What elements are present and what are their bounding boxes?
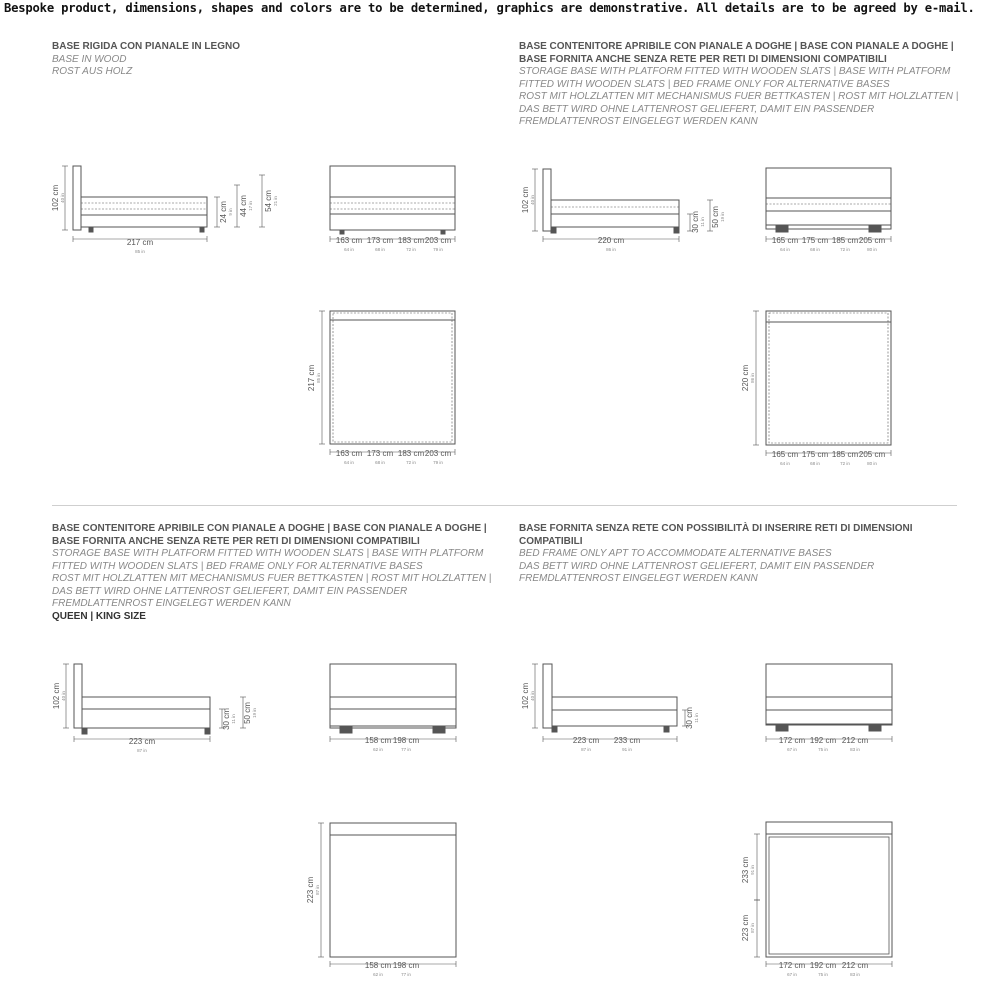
- dimension-label: 192 cm: [809, 961, 837, 970]
- dimension-label: 220 cm: [741, 364, 750, 392]
- section-3-subtitle-line: DAS BETT WIRD OHNE LATTENROST GELIEFERT, DAMIT EIN PASSENDER: [52, 585, 408, 597]
- bed-frame-front: [330, 697, 456, 709]
- dimension-label: 54 cm: [264, 190, 273, 212]
- dimension-sub-label: 75 in: [818, 972, 828, 977]
- dimension-sub-label: 86 in: [750, 373, 755, 383]
- headboard-side: [543, 664, 552, 728]
- bed-base-front: [766, 211, 891, 225]
- dimension-label: 223 cm: [128, 737, 156, 746]
- dimension-label: 203 cm: [424, 449, 452, 458]
- dimension-label: 220 cm: [597, 236, 625, 245]
- dimension-label: 158 cm: [364, 961, 392, 970]
- stitch-outline: [333, 313, 452, 442]
- section-1-subtitle-line: ROST AUS HOLZ: [52, 66, 133, 77]
- mattress-frame-outline: [769, 837, 889, 954]
- dimension-label: 175 cm: [801, 450, 829, 459]
- dimension-label: 163 cm: [335, 449, 363, 458]
- section-2-subtitle-line: FREMDLATTENROST EINGELEGT WERDEN KANN: [519, 116, 758, 127]
- dimension-label: 30 cm: [685, 707, 694, 729]
- dimension-sub-label: 67 in: [787, 972, 797, 977]
- bed-base-side: [81, 215, 207, 227]
- dimension-sub-label: 40 in: [530, 195, 535, 205]
- bed-foot: [776, 724, 788, 731]
- dimension-label: 223 cm: [572, 736, 600, 745]
- dimension-sub-label: 72 in: [406, 460, 416, 465]
- dimension-sub-label: 68 in: [810, 247, 820, 252]
- dimension-label: 24 cm: [219, 201, 228, 223]
- dimension-sub-label: 17 in: [248, 201, 253, 211]
- bed-foot: [551, 227, 556, 233]
- bed-foot: [776, 225, 788, 232]
- headboard-front: [330, 166, 455, 230]
- stitch-outline: [769, 313, 888, 443]
- dimension-label: 30 cm: [222, 708, 231, 730]
- bed-base-front: [766, 710, 892, 724]
- dimension-sub-label: 79 in: [433, 460, 443, 465]
- dimension-label: 165 cm: [771, 236, 799, 245]
- dimension-sub-label: 72 in: [840, 461, 850, 466]
- dimension-label: 212 cm: [841, 736, 869, 745]
- bed-foot: [89, 227, 93, 232]
- bed-foot: [340, 726, 352, 733]
- bed-base-side: [551, 214, 679, 227]
- bed-plan: [330, 311, 455, 444]
- section-1-subtitle-line: BASE IN WOOD: [52, 53, 127, 65]
- bed-foot: [433, 726, 445, 733]
- section-4-subtitle-line: BED FRAME ONLY APT TO ACCOMMODATE ALTERNATIVE BASES: [519, 548, 832, 559]
- dimension-label: 198 cm: [392, 736, 420, 745]
- dimension-sub-label: 11 in: [231, 714, 236, 724]
- section-3-subtitle-line: ROST MIT HOLZLATTEN MIT MECHANISMUS FUER BETTKASTEN | ROST MIT HOLZLATTEN |: [52, 573, 492, 584]
- dimension-sub-label: 40 in: [61, 691, 66, 701]
- dimension-sub-label: 11 in: [700, 217, 705, 227]
- dimension-label: 172 cm: [778, 961, 806, 970]
- section-3-subtitle-line: FITTED WITH WOODEN SLATS | BED FRAME ONLY FOR ALTERNATIVE BASES: [52, 560, 423, 572]
- dimension-label: 158 cm: [364, 736, 392, 745]
- section-3-subtitle-line: FREMDLATTENROST EINGELEGT WERDEN KANN: [52, 598, 291, 609]
- bed-frame-front: [330, 197, 455, 214]
- dimension-sub-label: 77 in: [401, 972, 411, 977]
- dimension-label: 203 cm: [424, 236, 452, 245]
- dimension-sub-label: 87 in: [315, 885, 320, 895]
- dimension-label: 102 cm: [52, 682, 61, 710]
- dimension-label: 223 cm: [306, 876, 315, 904]
- dimension-label: 185 cm: [831, 236, 859, 245]
- dimension-label: 183 cm: [397, 236, 425, 245]
- dimension-label: 173 cm: [366, 449, 394, 458]
- section-2-title-line: BASE CONTENITORE APRIBILE CON PIANALE A DOGHE | BASE CON PIANALE A DOGHE |: [519, 41, 954, 52]
- section-3-title-line: BASE CONTENITORE APRIBILE CON PIANALE A DOGHE | BASE CON PIANALE A DOGHE |: [52, 523, 487, 534]
- dimension-label: 185 cm: [831, 450, 859, 459]
- bed-foot: [82, 728, 87, 734]
- section-2-subtitle-line: ROST MIT HOLZLATTEN MIT MECHANISMUS FUER BETTKASTEN | ROST MIT HOLZLATTEN |: [519, 91, 959, 102]
- section-2-subtitle-line: STORAGE BASE WITH PLATFORM FITTED WITH WOODEN SLATS | BASE WITH PLATFORM: [519, 66, 951, 77]
- dimension-sub-label: 72 in: [840, 247, 850, 252]
- dimension-label: 175 cm: [801, 236, 829, 245]
- dimension-label: 223 cm: [741, 914, 750, 942]
- dimension-sub-label: 87 in: [137, 748, 147, 753]
- section-2-subtitle-line: DAS BETT WIRD OHNE LATTENROST GELIEFERT, DAMIT EIN PASSENDER: [519, 103, 875, 115]
- dimension-sub-label: 68 in: [375, 460, 385, 465]
- bed-frame-side: [81, 197, 207, 215]
- dimension-sub-label: 91 in: [750, 865, 755, 875]
- dimension-label: 192 cm: [809, 736, 837, 745]
- dimension-sub-label: 62 in: [373, 747, 383, 752]
- dimension-sub-label: 40 in: [60, 193, 65, 203]
- dimension-label: 165 cm: [771, 450, 799, 459]
- bed-foot: [674, 227, 679, 233]
- dimension-label: 172 cm: [778, 736, 806, 745]
- section-2-subtitle-line: FITTED WITH WOODEN SLATS | BED FRAME ONLY FOR ALTERNATIVE BASES: [519, 78, 890, 90]
- dimension-sub-label: 19 in: [252, 708, 257, 718]
- dimension-sub-label: 75 in: [818, 747, 828, 752]
- section-4-title-line: COMPATIBILI: [519, 535, 583, 547]
- dimension-sub-label: 64 in: [344, 247, 354, 252]
- dimension-sub-label: 80 in: [867, 461, 877, 466]
- dimension-sub-label: 72 in: [406, 247, 416, 252]
- bed-foot: [340, 230, 344, 234]
- dimension-label: 44 cm: [239, 195, 248, 217]
- bed-foot: [200, 227, 204, 232]
- bed-foot: [869, 225, 881, 232]
- bed-base-side: [82, 709, 210, 728]
- dimension-sub-label: 85 in: [135, 249, 145, 254]
- dimension-sub-label: 68 in: [810, 461, 820, 466]
- dimension-sub-label: 64 in: [344, 460, 354, 465]
- dimension-sub-label: 83 in: [850, 747, 860, 752]
- dimension-sub-label: 40 in: [530, 691, 535, 701]
- dimension-label: 217 cm: [307, 364, 316, 392]
- bed-frame-side: [82, 697, 210, 709]
- headboard-front: [766, 664, 892, 725]
- dimension-label: 233 cm: [741, 856, 750, 884]
- bed-foot: [205, 728, 210, 734]
- dimension-label: 102 cm: [51, 184, 60, 212]
- dimension-sub-label: 91 in: [622, 747, 632, 752]
- bed-plan: [330, 823, 456, 957]
- dimension-label: 233 cm: [613, 736, 641, 745]
- dimension-label: 198 cm: [392, 961, 420, 970]
- headboard-front: [330, 664, 456, 728]
- dimension-sub-label: 11 in: [694, 713, 699, 723]
- section-4-title-line: BASE FORNITA SENZA RETE CON POSSIBILITÀ DI INSERIRE RETI DI DIMENSIONI: [519, 523, 913, 534]
- headboard-side: [543, 169, 551, 231]
- bed-plan: [766, 822, 892, 957]
- dimension-sub-label: 64 in: [780, 247, 790, 252]
- dimension-sub-label: 64 in: [780, 461, 790, 466]
- section-4-subtitle-line: FREMDLATTENROST EINGELEGT WERDEN KANN: [519, 573, 758, 584]
- dimension-label: 102 cm: [521, 186, 530, 214]
- bed-frame-front: [766, 697, 892, 710]
- bed-foot: [441, 230, 445, 234]
- bed-foot: [664, 726, 669, 732]
- section-4-subtitle-line: DAS BETT WIRD OHNE LATTENROST GELIEFERT, DAMIT EIN PASSENDER: [519, 560, 875, 572]
- dimension-sub-label: 9 in: [228, 208, 233, 216]
- dimension-label: 173 cm: [366, 236, 394, 245]
- bed-base-front: [330, 709, 456, 726]
- bed-base-side: [552, 710, 677, 726]
- dimension-label: 163 cm: [335, 236, 363, 245]
- dimension-sub-label: 83 in: [850, 972, 860, 977]
- dimension-sub-label: 68 in: [375, 247, 385, 252]
- dimension-sub-label: 80 in: [867, 247, 877, 252]
- dimension-label: 183 cm: [397, 449, 425, 458]
- dimension-sub-label: 87 in: [581, 747, 591, 752]
- section-2-title-line: BASE FORNITA ANCHE SENZA RETE PER RETI DI DIMENSIONI COMPATIBILI: [519, 53, 887, 65]
- dimension-label: 212 cm: [841, 961, 869, 970]
- dimension-sub-label: 67 in: [787, 747, 797, 752]
- dimension-sub-label: 19 in: [720, 212, 725, 222]
- dimension-label: 217 cm: [126, 238, 154, 247]
- disclaimer-notice: Bespoke product, dimensions, shapes and colors are to be determined, graphics are demonstrative. All details are to be agreed by e-mail.: [4, 1, 975, 15]
- dimension-sub-label: 79 in: [433, 247, 443, 252]
- dimension-label: 50 cm: [243, 702, 252, 724]
- dimension-sub-label: 62 in: [373, 972, 383, 977]
- dimension-label: 30 cm: [691, 211, 700, 233]
- dimension-sub-label: 86 in: [606, 247, 616, 252]
- dimension-label: 205 cm: [858, 450, 886, 459]
- bed-frame-side: [552, 697, 677, 710]
- dimension-label: 205 cm: [858, 236, 886, 245]
- dimension-sub-label: 77 in: [401, 747, 411, 752]
- bed-foot: [869, 724, 881, 731]
- headboard-side: [74, 664, 82, 728]
- dimension-label: 102 cm: [521, 682, 530, 710]
- headboard-side: [73, 166, 81, 230]
- section-1-title-line: BASE RIGIDA CON PIANALE IN LEGNO: [52, 41, 240, 52]
- dimension-sub-label: 87 in: [750, 923, 755, 933]
- dimension-sub-label: 85 in: [316, 373, 321, 383]
- bed-foot: [552, 726, 557, 732]
- section-3-subtitle-line: STORAGE BASE WITH PLATFORM FITTED WITH WOODEN SLATS | BASE WITH PLATFORM: [52, 548, 484, 559]
- bed-base-front: [330, 214, 455, 230]
- bed-frame-front: [766, 198, 891, 211]
- dimension-label: 50 cm: [711, 206, 720, 228]
- section-3-size-label: QUEEN | KING SIZE: [52, 610, 146, 622]
- section-3-title-line: BASE FORNITA ANCHE SENZA RETE PER RETI DI DIMENSIONI COMPATIBILI: [52, 535, 420, 547]
- bed-plan: [766, 311, 891, 445]
- dimension-sub-label: 21 in: [273, 196, 278, 206]
